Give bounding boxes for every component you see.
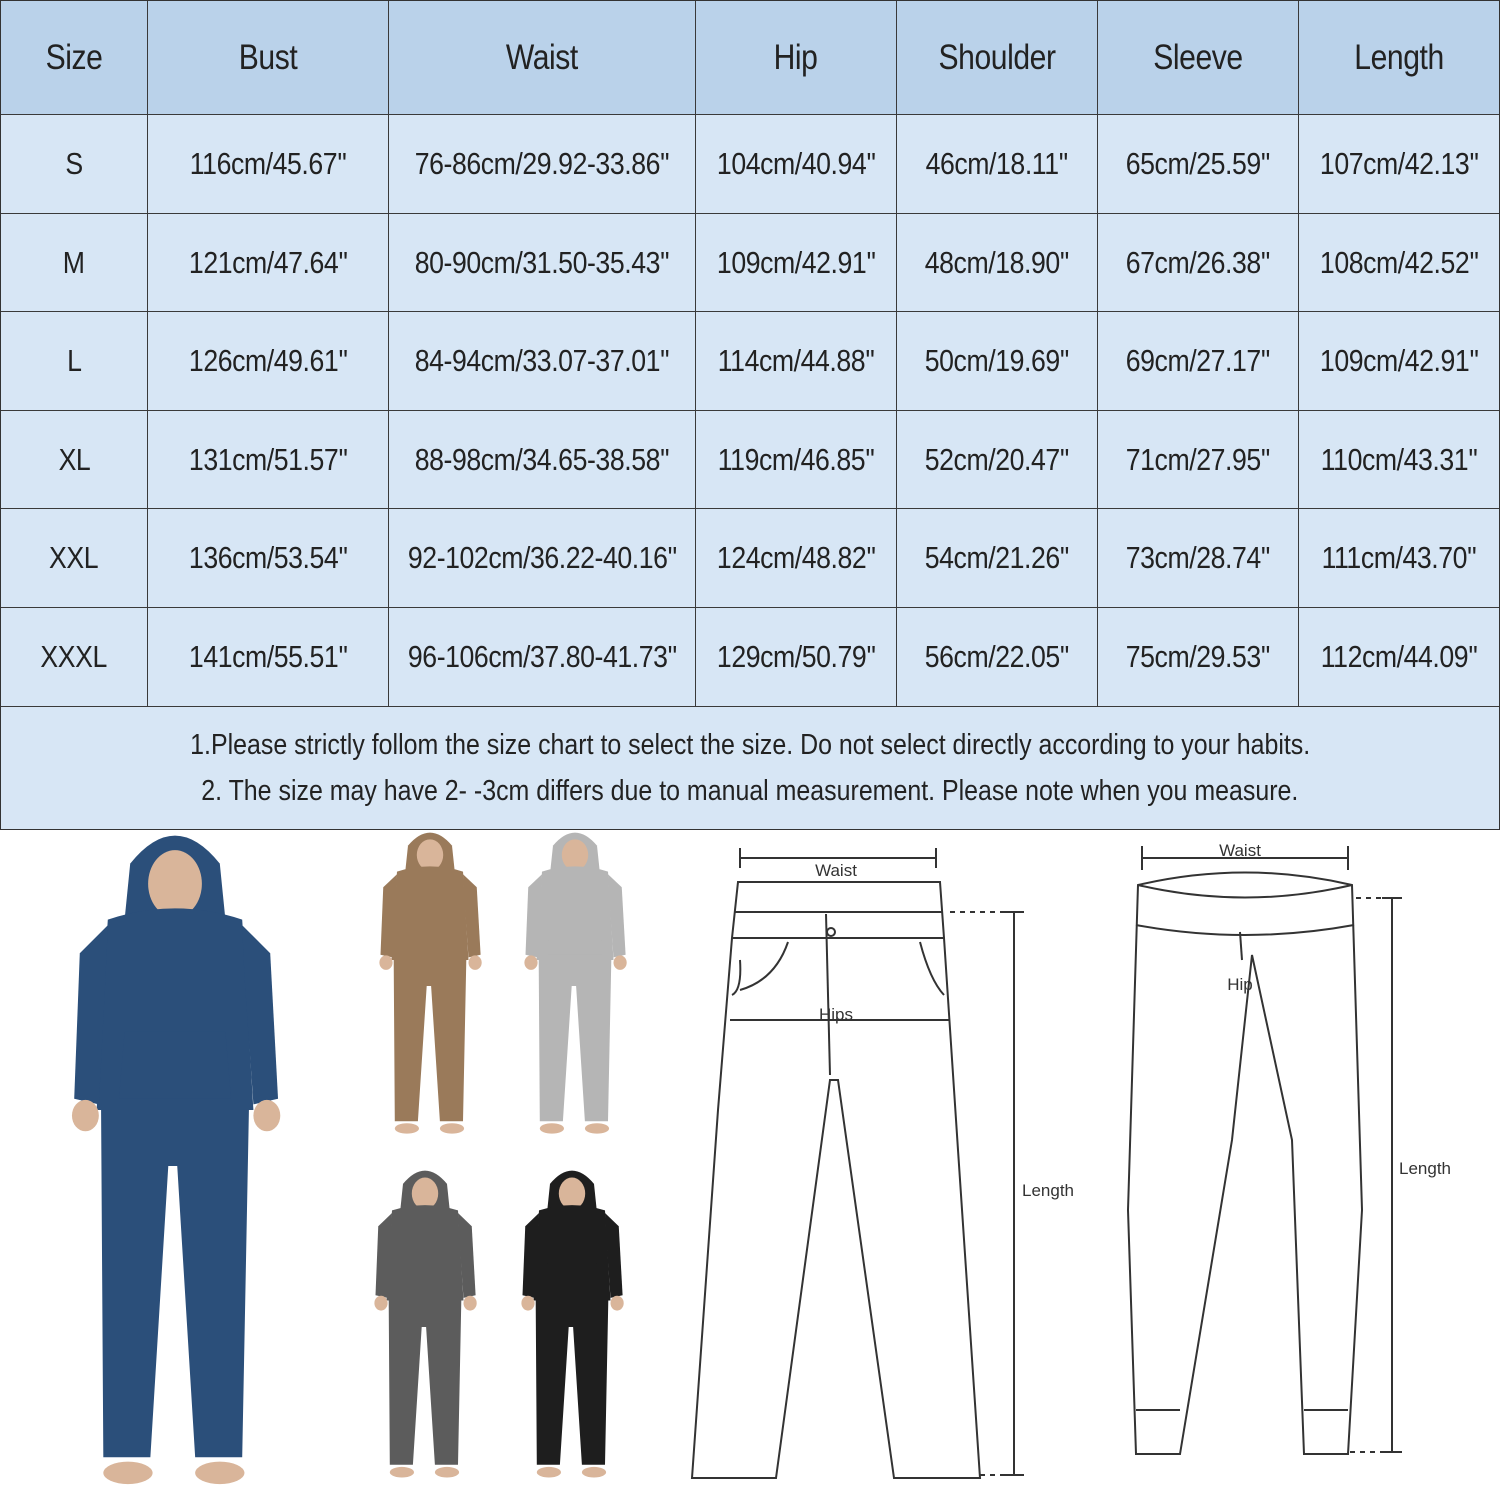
table-cell: L	[1, 312, 148, 410]
table-cell: 121cm/47.64''	[148, 214, 389, 311]
black-model-photo	[521, 1171, 623, 1478]
table-cell: 52cm/20.47''	[897, 411, 1098, 508]
table-cell: 108cm/42.52''	[1319, 244, 1479, 280]
table-cell: 110cm/43.31''	[1320, 441, 1478, 477]
header-waist: Waist	[389, 1, 696, 114]
table-cell: 76-86cm/29.92-33.86''	[389, 115, 696, 213]
navy-model-photo	[72, 836, 280, 1484]
table-row	[1, 115, 1499, 214]
table-cell: XXL	[1, 509, 148, 607]
table-row	[1, 608, 1499, 707]
table-cell: 48cm/18.90''	[897, 214, 1098, 311]
table-row	[1, 411, 1499, 509]
table-cell: 104cm/40.94''	[696, 115, 897, 213]
size-notes	[1, 707, 1499, 829]
table-cell: 65cm/25.59''	[1098, 115, 1299, 213]
table-cell: 112cm/44.09''	[1320, 639, 1478, 674]
jogger-pants-diagram	[1128, 846, 1402, 1454]
table-cell: 96-106cm/37.80-41.73''	[389, 608, 696, 706]
table-cell: 46cm/18.11''	[897, 115, 1098, 213]
table-cell: XXXL	[1, 608, 148, 706]
table-cell: S	[1, 115, 148, 213]
table-cell: 119cm/46.85''	[696, 411, 897, 508]
table-row	[1, 509, 1499, 608]
table-cell: 114cm/44.88''	[696, 312, 897, 410]
table-cell: 88-98cm/34.65-38.58''	[389, 411, 696, 508]
camel-model-photo	[379, 833, 481, 1134]
table-cell: 136cm/53.54''	[148, 509, 389, 607]
table-cell: 73cm/28.74''	[1098, 509, 1299, 607]
table-cell: 126cm/49.61''	[148, 312, 389, 410]
table-cell: 50cm/19.69''	[897, 312, 1098, 410]
hips-label: Hips	[818, 1005, 854, 1024]
header-sleeve: Sleeve	[1098, 1, 1299, 114]
table-cell: 71cm/27.95''	[1098, 411, 1299, 508]
table-cell: 107cm/42.13''	[1319, 146, 1479, 181]
dark-gray-model-photo	[374, 1171, 476, 1478]
table-cell: 56cm/22.05''	[897, 608, 1098, 706]
table-cell: 109cm/42.91''	[1319, 343, 1479, 378]
table-cell: 116cm/45.67''	[148, 115, 389, 213]
table-cell: 109cm/42.91''	[696, 214, 897, 311]
table-cell: 129cm/50.79''	[696, 608, 897, 706]
measurement-diagrams	[680, 830, 1500, 1498]
light-gray-model-photo	[524, 833, 626, 1134]
table-cell: 131cm/51.57''	[148, 411, 389, 508]
length-label: Length	[1399, 1159, 1451, 1178]
table-row	[1, 312, 1499, 411]
table-cell: 84-94cm/33.07-37.01''	[389, 312, 696, 410]
table-cell: 92-102cm/36.22-40.16''	[389, 509, 696, 607]
straight-pants-diagram	[692, 848, 1024, 1478]
header-shoulder: Shoulder	[897, 1, 1098, 114]
table-cell: M	[1, 214, 148, 311]
table-header-row	[1, 1, 1499, 115]
table-cell: 75cm/29.53''	[1098, 608, 1299, 706]
table-cell: XL	[1, 411, 148, 508]
note-line: 2. The size may have 2- -3cm differs due to manual measurement. Please note when you measure.	[201, 775, 1299, 807]
header-bust: Bust	[148, 1, 389, 114]
header-size: Size	[1, 1, 148, 114]
waist-label: Waist	[1219, 841, 1261, 860]
header-hip: Hip	[696, 1, 897, 114]
note-line: 1.Please strictly follom the size chart to select the size. Do not select directly according to your habits.	[189, 729, 1311, 761]
table-cell: 124cm/48.82''	[696, 509, 897, 607]
table-cell: 111cm/43.70''	[1321, 540, 1477, 575]
table-cell: 80-90cm/31.50-35.43''	[389, 214, 696, 311]
table-cell: 54cm/21.26''	[897, 509, 1098, 607]
hip-label: Hip	[1227, 975, 1253, 994]
table-cell: 67cm/26.38''	[1098, 214, 1299, 311]
header-length: Length	[1354, 37, 1444, 77]
product-photos	[0, 830, 680, 1498]
table-cell: 141cm/55.51''	[148, 608, 389, 706]
table-row	[1, 214, 1499, 312]
table-cell: 69cm/27.17''	[1098, 312, 1299, 410]
waist-label: Waist	[815, 861, 857, 880]
length-label: Length	[1022, 1181, 1074, 1200]
